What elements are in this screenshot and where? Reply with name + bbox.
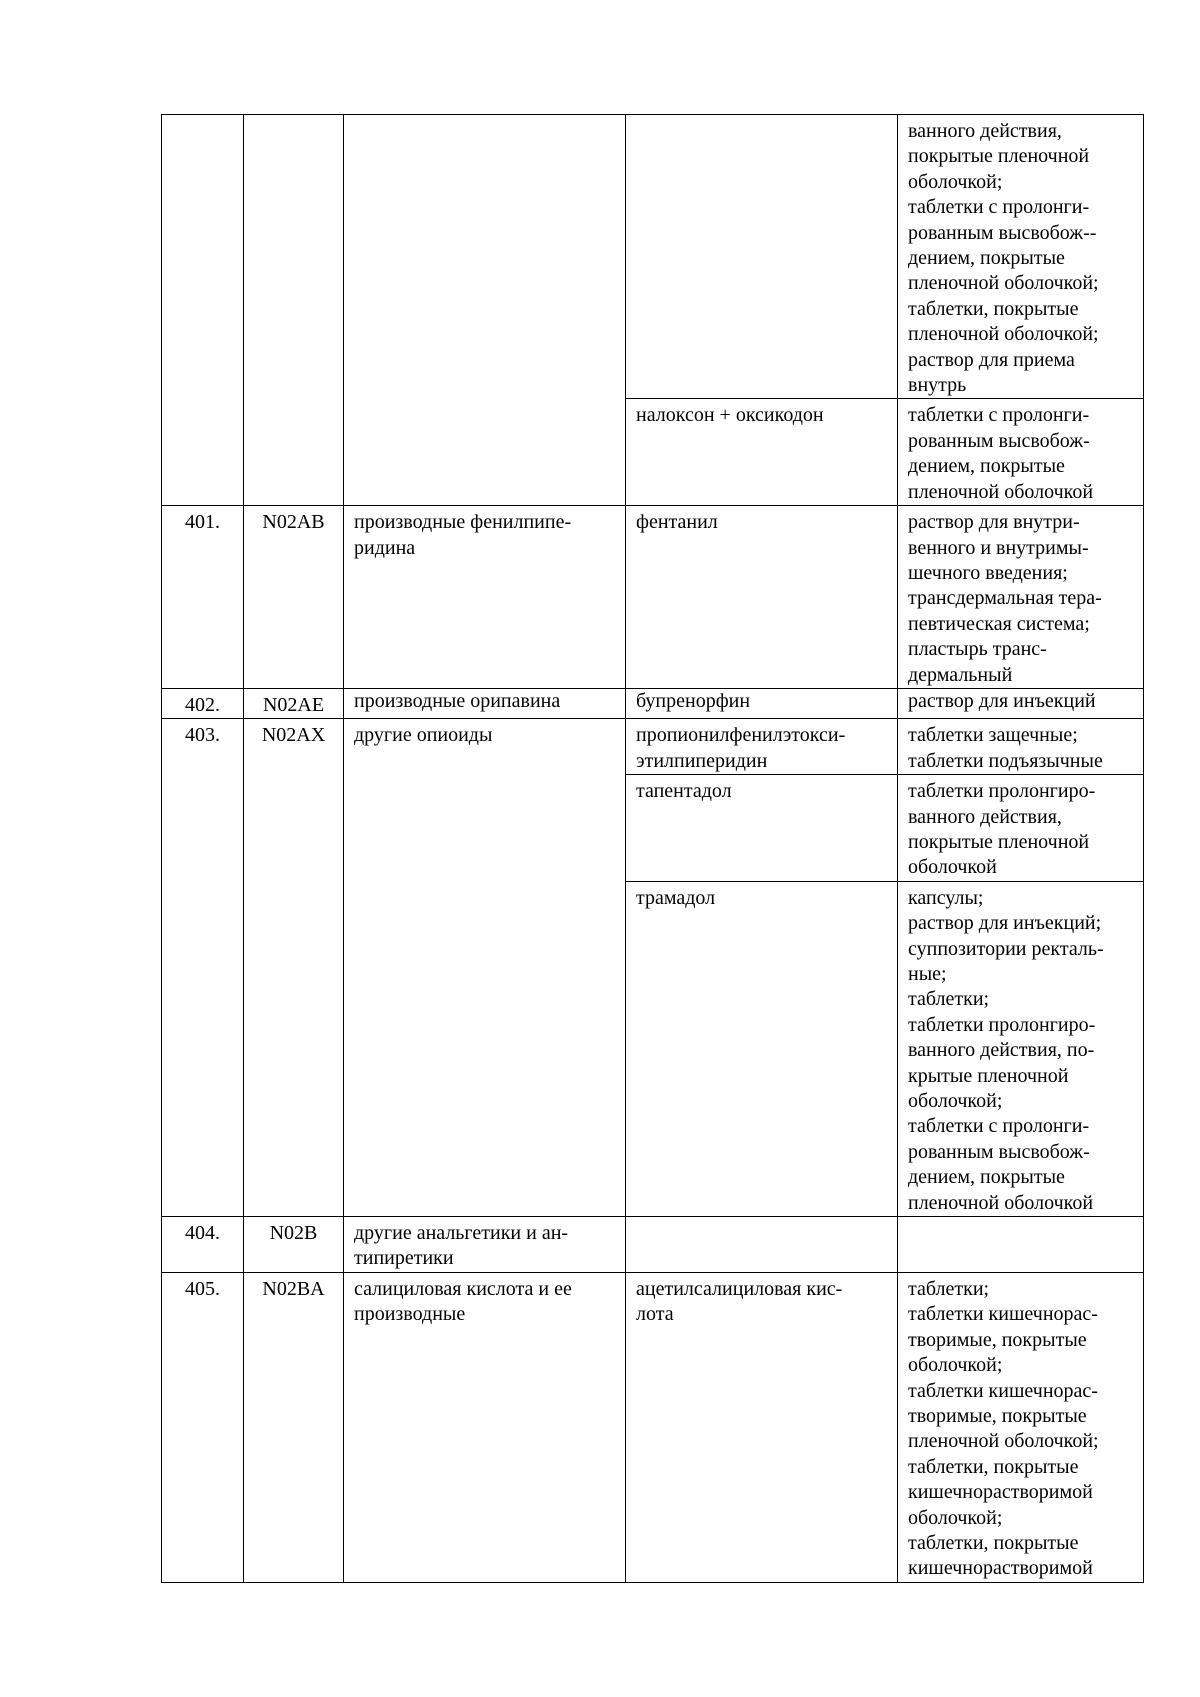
group-name-cell: другие анальгетики и ан- типиретики xyxy=(344,1217,626,1273)
table-row xyxy=(162,719,1144,775)
group-name-cell xyxy=(344,115,626,506)
atc-code-cell xyxy=(244,115,344,506)
drug-name-cell: ацетилсалициловая кис- лота xyxy=(626,1272,898,1582)
row-number-cell: 405. xyxy=(162,1272,244,1582)
atc-code-cell: N02AX xyxy=(244,719,344,1217)
dosage-form-cell: раствор для инъекций xyxy=(898,688,1144,718)
row-number-cell: 402. xyxy=(162,688,244,718)
drug-name-cell: тапентадол xyxy=(626,775,898,882)
dosage-form-cell: таблетки; таблетки кишечнорас- творимые, покрытые оболочкой; таблетки кишечнорас- творимые, покрытые пленочной оболочкой; таблетки, покрытые кишечнорастворимой оболочкой; таблетки, покрытые кишечнорастворимой xyxy=(898,1272,1144,1582)
row-number-cell: 404. xyxy=(162,1217,244,1273)
group-name-cell: другие опиоиды xyxy=(344,719,626,1217)
row-number-cell: 401. xyxy=(162,506,244,689)
table-row xyxy=(162,1272,1144,1582)
row-number-cell xyxy=(162,115,244,506)
drug-name-cell xyxy=(626,1217,898,1273)
drug-name-cell: фентанил xyxy=(626,506,898,689)
table-row xyxy=(162,115,1144,399)
drug-list-table xyxy=(161,114,1144,1583)
table-row xyxy=(162,506,1144,689)
group-name-cell: салициловая кислота и ее производные xyxy=(344,1272,626,1582)
group-name-cell: производные фенилпипе- ридина xyxy=(344,506,626,689)
dosage-form-cell: таблетки защечные; таблетки подъязычные xyxy=(898,719,1144,775)
drug-name-cell xyxy=(626,115,898,399)
drug-name-cell: трамадол xyxy=(626,881,898,1216)
row-number-cell: 403. xyxy=(162,719,244,1217)
dosage-form-cell xyxy=(898,1217,1144,1273)
group-name-cell: производные орипавина xyxy=(344,688,626,718)
atc-code-cell: N02AB xyxy=(244,506,344,689)
dosage-form-cell: ванного действия, покрытые пленочной оболочкой; таблетки с пролонги- рованным высвобож-- дением, покрытые пленочной оболочкой; таблетки, покрытые пленочной оболочкой; раствор для приема внутрь xyxy=(898,115,1144,399)
table-row xyxy=(162,688,1144,718)
drug-name-cell: налоксон + оксикодон xyxy=(626,399,898,506)
dosage-form-cell: капсулы; раствор для инъекций; суппозитории ректаль- ные; таблетки; таблетки пролонгиро- ванного действия, по- крытые пленочной оболочкой; таблетки с пролонги- рованным высвобож- дением, покрытые пленочной оболочкой xyxy=(898,881,1144,1216)
atc-code-cell: N02AE xyxy=(244,688,344,718)
atc-code-cell: N02B xyxy=(244,1217,344,1273)
dosage-form-cell: таблетки с пролонги- рованным высвобож- дением, покрытые пленочной оболочкой xyxy=(898,399,1144,506)
dosage-form-cell: раствор для внутри- венного и внутримы- шечного введения; трансдермальная тера- певтическая система; пластырь транс- дермальный xyxy=(898,506,1144,689)
drug-name-cell: бупренорфин xyxy=(626,688,898,718)
drug-name-cell: пропионилфенилэтокси- этилпиперидин xyxy=(626,719,898,775)
table-row xyxy=(162,1217,1144,1273)
dosage-form-cell: таблетки пролонгиро- ванного действия, покрытые пленочной оболочкой xyxy=(898,775,1144,882)
atc-code-cell: N02BA xyxy=(244,1272,344,1582)
